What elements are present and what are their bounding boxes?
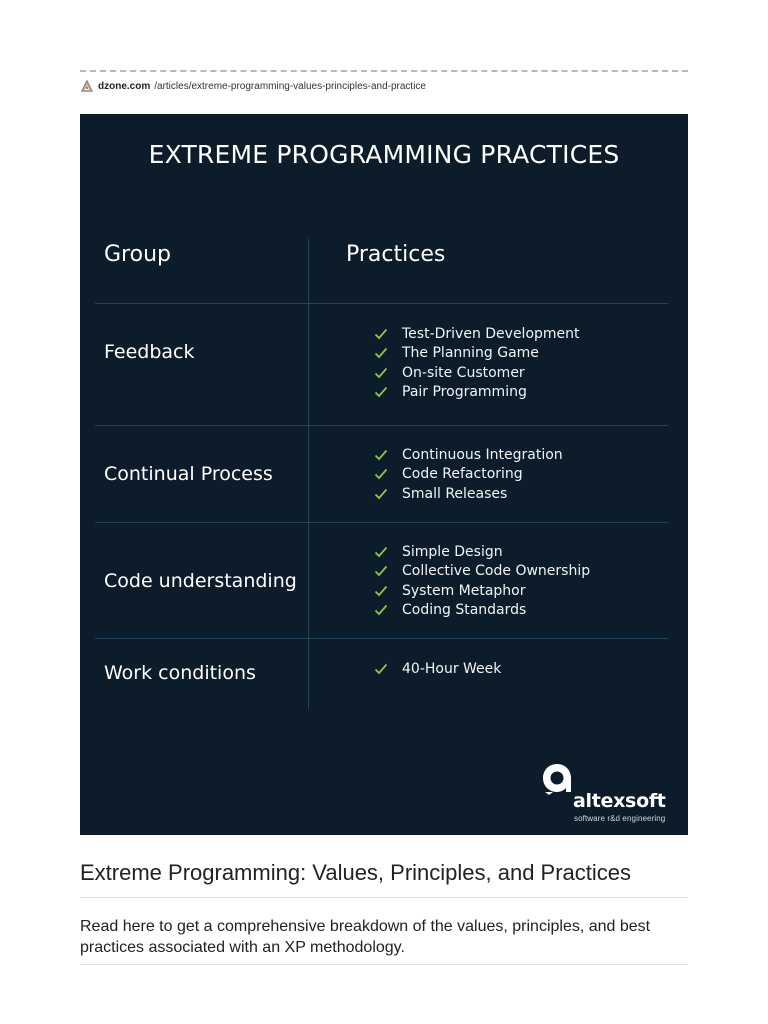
practice-list-work-conditions — [374, 659, 501, 679]
checkmark-icon — [374, 604, 388, 616]
divider — [80, 897, 688, 898]
checkmark-icon — [374, 565, 388, 577]
practice-item — [374, 363, 580, 383]
practice-item — [374, 659, 501, 679]
practice-label: Code Refactoring — [402, 466, 523, 483]
checkmark-icon — [374, 367, 388, 379]
practice-list-code-understanding — [374, 542, 590, 620]
practice-item — [374, 383, 580, 403]
group-label-feedback: Feedback — [104, 341, 195, 363]
checkmark-icon — [374, 488, 388, 500]
source-path[interactable]: /articles/extreme-programming-values-principles-and-practice — [154, 80, 426, 92]
practice-item — [374, 562, 590, 582]
practice-item — [374, 344, 580, 364]
practice-item — [374, 324, 580, 344]
source-domain[interactable]: dzone.com — [98, 80, 151, 92]
infographic-image[interactable] — [80, 114, 688, 835]
checkmark-icon — [374, 449, 388, 461]
column-header-group: Group — [104, 242, 171, 267]
column-header-practices: Practices — [346, 242, 446, 267]
practice-label: Coding Standards — [402, 602, 527, 619]
checkmark-icon — [374, 663, 388, 675]
source-link[interactable] — [80, 78, 426, 94]
checkmark-icon — [374, 468, 388, 480]
altexsoft-logo — [538, 762, 668, 826]
divider — [80, 964, 688, 965]
practice-label: Pair Programming — [402, 384, 527, 401]
dzone-favicon-icon — [80, 79, 94, 93]
logo-tagline: software r&d engineering — [574, 814, 666, 823]
practice-item — [374, 601, 590, 621]
group-label-work-conditions: Work conditions — [104, 662, 256, 684]
practice-item — [374, 581, 590, 601]
checkmark-icon — [374, 347, 388, 359]
row-divider — [95, 425, 668, 426]
row-divider — [95, 638, 668, 639]
practice-label: On-site Customer — [402, 364, 525, 381]
checkmark-icon — [374, 546, 388, 558]
practice-item — [374, 542, 590, 562]
group-label-code-understanding: Code understanding — [104, 570, 297, 592]
practice-item — [374, 445, 563, 465]
altexsoft-logo-icon — [541, 762, 573, 796]
practice-label: Collective Code Ownership — [402, 563, 591, 580]
row-divider — [95, 522, 668, 523]
practice-label: 40-Hour Week — [402, 660, 502, 677]
practice-item — [374, 484, 563, 504]
practice-list-continual-process — [374, 445, 563, 504]
top-divider — [80, 70, 688, 72]
practice-label: Continuous Integration — [402, 446, 563, 463]
row-divider — [95, 303, 668, 304]
checkmark-icon — [374, 386, 388, 398]
group-label-continual-process: Continual Process — [104, 463, 273, 485]
checkmark-icon — [374, 585, 388, 597]
checkmark-icon — [374, 328, 388, 340]
practice-label: Simple Design — [402, 543, 503, 560]
practice-label: Test-Driven Development — [402, 325, 580, 342]
article-description: Read here to get a comprehensive breakdown of the values, principles, and best practices associated with an XP methodology. — [80, 918, 651, 956]
article-title[interactable]: Extreme Programming: Values, Principles, and Practices — [80, 860, 632, 885]
logo-wordmark: altexsoft — [573, 790, 666, 812]
practice-list-feedback — [374, 324, 580, 402]
practice-label: System Metaphor — [402, 582, 526, 599]
practice-label: Small Releases — [402, 485, 508, 502]
practice-item — [374, 465, 563, 485]
practice-label: The Planning Game — [402, 345, 539, 362]
infographic-title: EXTREME PROGRAMMING PRACTICES — [148, 140, 620, 169]
